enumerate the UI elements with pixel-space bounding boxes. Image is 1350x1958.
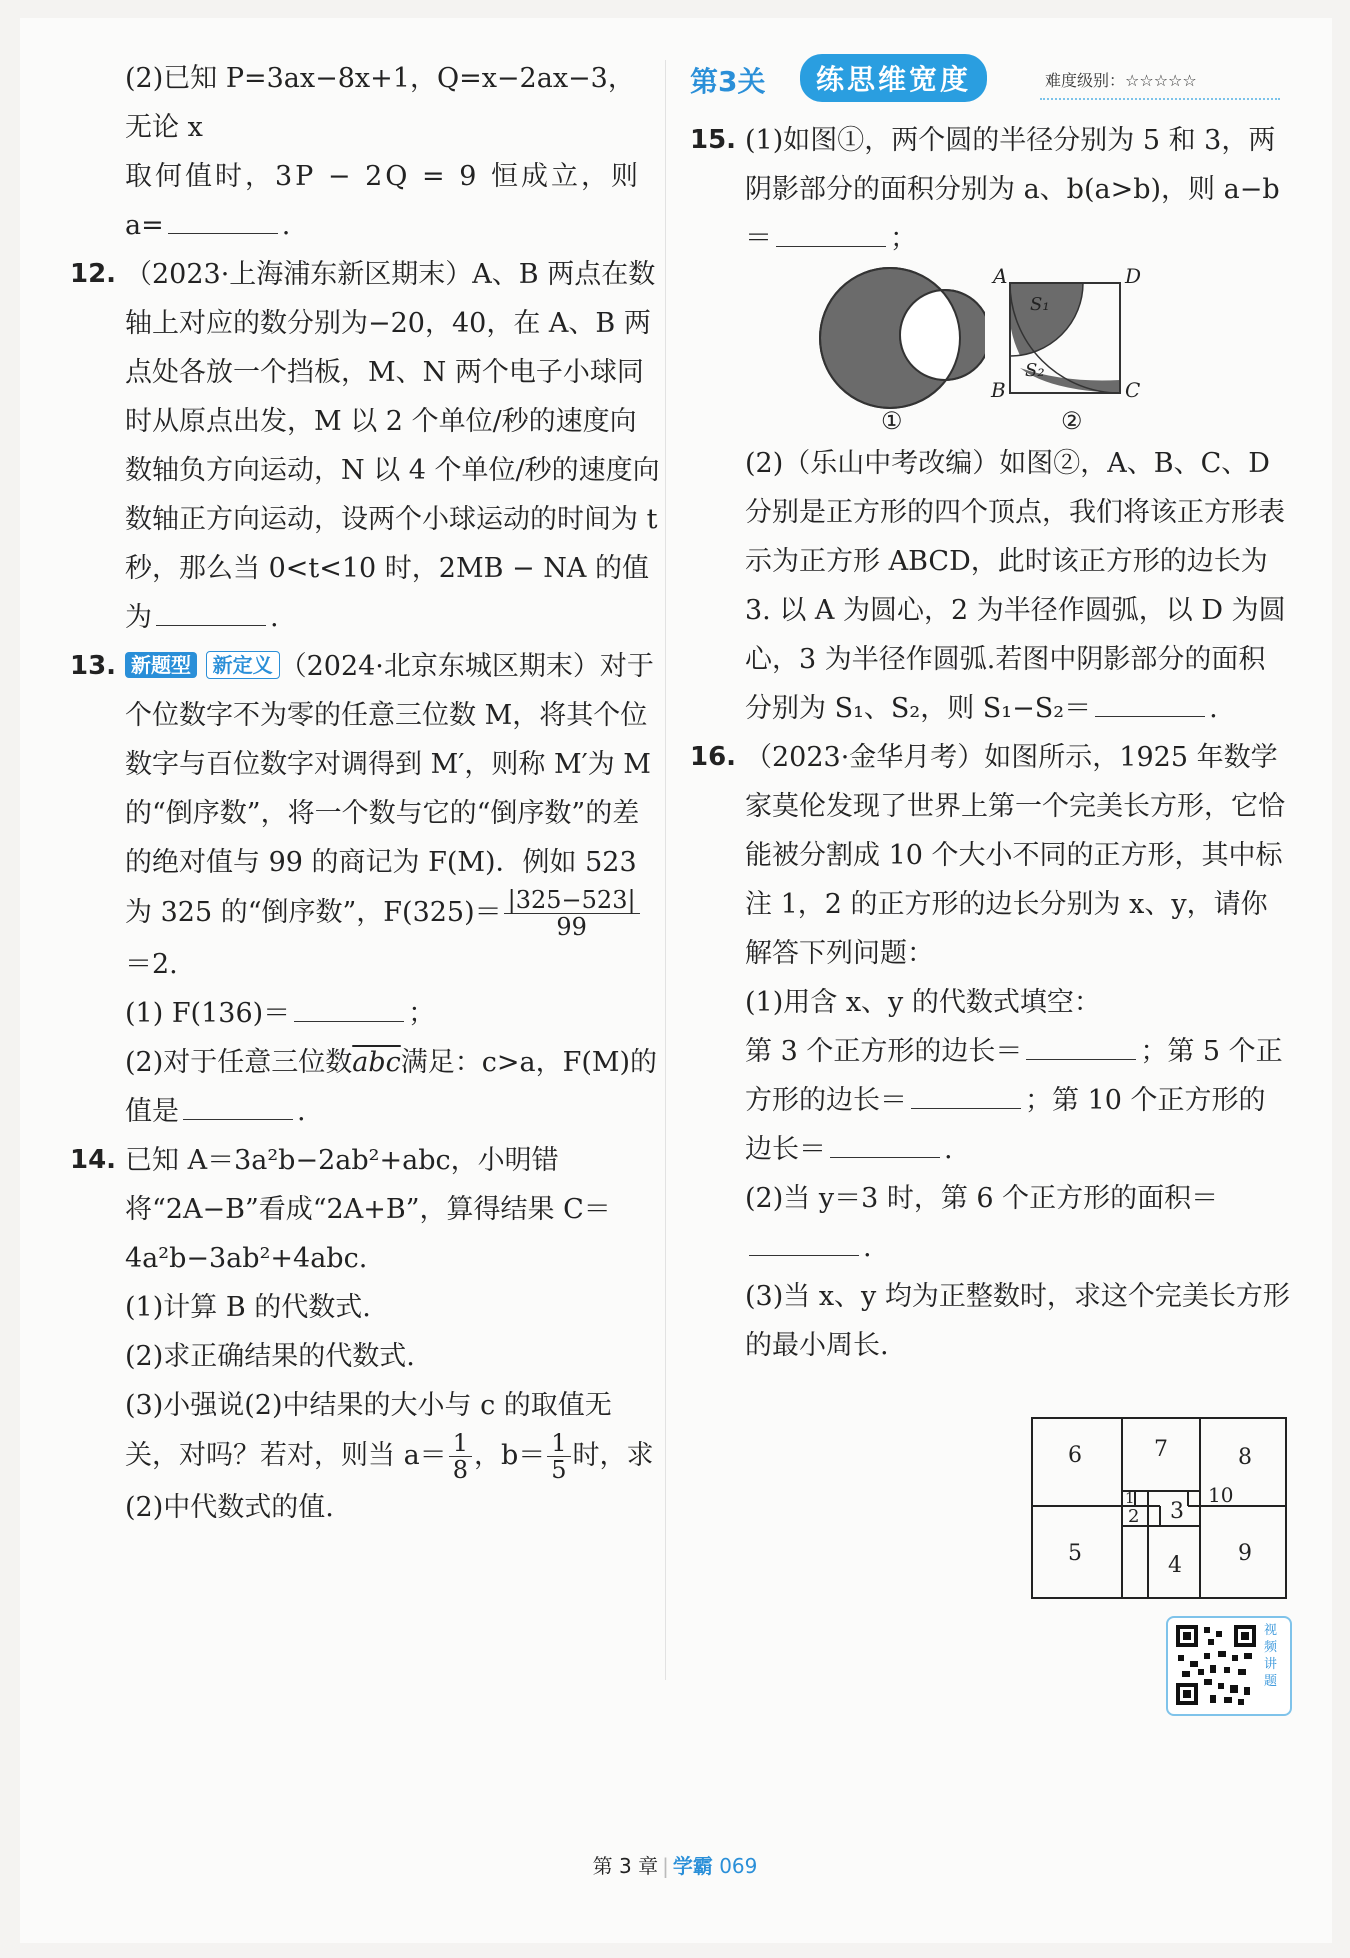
question-14 xyxy=(70,1136,660,1532)
q14-part3b: ，b＝ xyxy=(473,1440,546,1471)
q16-part1a: 第 3 个正方形的边长＝ xyxy=(745,1036,1023,1067)
q13-part2b: 满足：c>a，F(M)的值是 xyxy=(125,1047,658,1127)
question-12: 12. （2023·上海浦东新区期末）A、B 两点在数轴上对应的数分别为−20，40，在 A、B 两点处各放一个挡板，M、N 两个电子小球同时从原点出发，M 以 2 个单位/秒的速度向数轴负方向运动，N 以 4 个单位/秒的速度向数轴正方向运动，设两个小球运动的时间为 t 秒，那么当 0<t<10 时，2MB − NA 的值为 . xyxy=(70,250,660,642)
q14-part3a: (3)小强说(2)中结果的大小与 c 的取值无关，对吗？若对，则当 a＝ xyxy=(125,1390,612,1471)
q15-part1-blank[interactable] xyxy=(776,245,886,247)
q14-frac-b-num: 1 xyxy=(547,1430,570,1457)
banner-dotted-line xyxy=(1040,98,1280,100)
q13-frac-denominator: 99 xyxy=(556,913,587,941)
q15-part2: (2)（乐山中考改编）如图②，A、B、C、D 分别是正方形的四个顶点，我们将该正方形表示为正方形 ABCD，此时该正方形的边长为 3. 以 A 为圆心，2 为半径作圆弧，以 D 为圆心，3 为半径作圆弧.若图中阴影部分的面积分别为 S₁、S₂，则 S₁−S₂＝ xyxy=(745,448,1286,724)
footer-chapter: 第 3 章 xyxy=(592,1854,659,1878)
fig2-vertex-b: B xyxy=(991,378,1006,402)
q16-part1c: ；第 10 个正方形的边长＝ xyxy=(745,1085,1266,1165)
q15-number: 15. xyxy=(690,125,737,155)
q11-part2-line1: (2)已知 P=3ax−8x+1，Q=x−2ax−3，无论 x xyxy=(125,63,635,143)
fig2-s2-label: S₂ xyxy=(1025,360,1045,381)
rect-label-5: 5 xyxy=(1068,1541,1082,1566)
q15-figures xyxy=(745,263,1290,439)
new-definition-tag: 新定义 xyxy=(206,651,280,679)
q13-part2a: (2)对于任意三位数 xyxy=(125,1047,353,1078)
question-15: 15. (1)如图①，两个圆的半径分别为 5 和 3，两阴影部分的面积分别为 a、b(a>b)，则 a−b＝ ； ① A D B C S₁ S₂ ② (2)（乐山中考改编）如图②，A、B、C、D 分别是正方形的四个顶点，我们将该正方形表示为正方形 ABCD，此时该正方形的边长为 3. 以 A 为圆心，2 为半径作圆弧，以 D 为圆心，3 为半径作圆弧.若图中阴影部分的面积分别为 S₁、S₂，则 S₁−S₂＝ . xyxy=(690,116,1290,733)
fig2-s1-label: S₁ xyxy=(1030,294,1050,315)
q15-part1: (1)如图①，两个圆的半径分别为 5 和 3，两阴影部分的面积分别为 a、b(a>b)，则 a−b＝ xyxy=(745,125,1280,254)
fig2-vertex-c: C xyxy=(1125,378,1141,402)
figure-2-square xyxy=(990,273,1130,403)
question-16: 16. （2023·金华月考）如图所示，1925 年数学家莫伦发现了世界上第一个完美长方形，它恰能被分割成 10 个大小不同的正方形，其中标注 1，2 的正方形的边长分别为 x、y，请你解答下列问题： (1)用含 x、y 的代数式填空： 第 3 个正方形的边长＝ ；第 5 个正方形的边长＝ ；第 10 个正方形的边长＝ . (2)当 y＝3 时，第 6 个正方形的面积＝. (3)当 x、y 均为正整数时，求这个完美长方形的最小周长. xyxy=(690,733,1290,1370)
qr-code-icon xyxy=(1174,1623,1258,1707)
rect-label-10: 10 xyxy=(1208,1483,1234,1507)
qr-caption: 视频讲题 xyxy=(1264,1623,1278,1689)
q14-frac-a-num: 1 xyxy=(449,1430,472,1457)
figure-1-label: ① xyxy=(881,407,903,435)
fig2-vertex-d: D xyxy=(1125,264,1142,288)
q16-square3-blank[interactable] xyxy=(1026,1058,1136,1060)
q11-part2-line2: 取何值时，3P − 2Q = 9 恒成立，则 xyxy=(125,161,641,192)
rect-label-9: 9 xyxy=(1238,1541,1252,1566)
qr-code-block[interactable] xyxy=(1166,1616,1292,1716)
right-column xyxy=(690,54,1290,1689)
q16-part2: (2)当 y＝3 时，第 6 个正方形的面积＝ xyxy=(745,1183,1219,1214)
footer-brand: 学霸 xyxy=(672,1854,713,1878)
perfect-rectangle-figure xyxy=(1030,1416,1290,1601)
q14-number: 14. xyxy=(70,1145,117,1175)
figure-1-circles xyxy=(805,263,985,413)
q11-part2-line3: a= . xyxy=(125,210,291,241)
q16-square5-blank[interactable] xyxy=(911,1107,1021,1109)
q13-text: （2024·北京东城区期末）对于个位数字不为零的任意三位数 M，将其个位数字与百位数字对调得到 M′，则称 M′为 M 的“倒序数”，将一个数与它的“倒序数”的差的绝对值与 99 的商记为 F(M)．例如 523 为 325 的“倒序数”，F(325)＝ xyxy=(125,651,654,928)
q16-part2-blank[interactable] xyxy=(749,1254,859,1256)
rect-label-7: 7 xyxy=(1154,1437,1168,1462)
q14-frac-a xyxy=(449,1430,472,1483)
column-divider xyxy=(665,60,666,1680)
question-13 xyxy=(70,642,660,989)
q12-text: （2023·上海浦东新区期末）A、B 两点在数轴上对应的数分别为−20，40，在 A、B 两点处各放一个挡板，M、N 两个电子小球同时从原点出发，M 以 2 个单位/秒的速度向数轴负方向运动，N 以 4 个单位/秒的速度向数轴正方向运动，设两个小球运动的时间为 t 秒，那么当 0<t<10 时，2MB − NA 的值为 xyxy=(125,259,660,633)
q14-frac-a-den: 8 xyxy=(452,1456,468,1484)
level-label: 第3关 xyxy=(690,65,766,98)
q14-frac-b-den: 5 xyxy=(551,1456,567,1484)
q13-frac-numerator: |325−523| xyxy=(504,887,640,914)
q12-number: 12. xyxy=(70,259,117,289)
q14-part1: (1)计算 B 的代数式. xyxy=(125,1292,371,1323)
rect-label-2: 2 xyxy=(1128,1506,1140,1527)
q16-square10-blank[interactable] xyxy=(830,1156,940,1158)
rect-label-1: 1 xyxy=(1125,1489,1135,1507)
rect-label-8: 8 xyxy=(1238,1445,1252,1470)
q13-fraction xyxy=(504,887,640,940)
level-banner xyxy=(690,54,1290,110)
q11-answer-blank[interactable] xyxy=(168,232,278,234)
left-column xyxy=(70,54,660,1532)
rect-label-6: 6 xyxy=(1068,1443,1082,1468)
q13-number: 13. xyxy=(70,651,117,681)
q11-part2 xyxy=(70,54,660,250)
q16-text: （2023·金华月考）如图所示，1925 年数学家莫伦发现了世界上第一个完美长方形，它恰能被分割成 10 个大小不同的正方形，其中标注 1，2 的正方形的边长分别为 x、y，请你解答下列问题： xyxy=(745,742,1285,969)
footer-separator: | xyxy=(662,1854,669,1878)
rect-label-4: 4 xyxy=(1168,1553,1182,1578)
figure-2-label: ② xyxy=(1061,407,1083,435)
difficulty-rating: 难度级别：☆☆☆☆☆ xyxy=(1045,71,1197,90)
q14-text: 已知 A＝3a²b−2ab²+abc，小明错将“2A−B”看成“2A+B”，算得结果 C＝4a²b−3ab²+4abc. xyxy=(125,1145,611,1274)
footer-page-number: 069 xyxy=(719,1854,758,1878)
q13-frac-tail: ＝2. xyxy=(125,949,178,980)
q16-part3: (3)当 x、y 均为正整数时，求这个完美长方形的最小周长. xyxy=(745,1281,1290,1361)
q14-frac-b xyxy=(547,1430,570,1483)
q13-part1: (1) F(136)＝ xyxy=(125,998,291,1029)
q14-part2: (2)求正确结果的代数式. xyxy=(125,1341,415,1372)
q16-number: 16. xyxy=(690,742,737,772)
q14-part3c: 时，求(2)中代数式的值. xyxy=(125,1440,654,1523)
q16-part1b: ；第 5 个正方形的边长＝ xyxy=(745,1036,1283,1116)
q13-parts: (1) F(136)＝ ； (2)对于任意三位数$\overline{abc}$满足：c>a，F(M)的值是 . xyxy=(125,998,658,1127)
q13-abc-overline: $\overline{abc}$ xyxy=(352,1047,401,1078)
q13-part1-blank[interactable] xyxy=(294,1020,404,1022)
page-footer xyxy=(0,1850,1350,1879)
rect-label-3: 3 xyxy=(1170,1499,1184,1524)
q12-answer-blank[interactable] xyxy=(156,624,266,626)
q11-answer-prefix: a= xyxy=(125,210,164,241)
q15-part2-blank[interactable] xyxy=(1095,715,1205,717)
q16-part1: (1)用含 x、y 的代数式填空： xyxy=(745,987,1101,1018)
q13-part2-blank[interactable] xyxy=(183,1118,293,1120)
new-type-tag: 新题型 xyxy=(125,652,197,678)
fig2-vertex-a: A xyxy=(993,264,1008,288)
level-title: 练思维宽度 xyxy=(800,54,987,102)
